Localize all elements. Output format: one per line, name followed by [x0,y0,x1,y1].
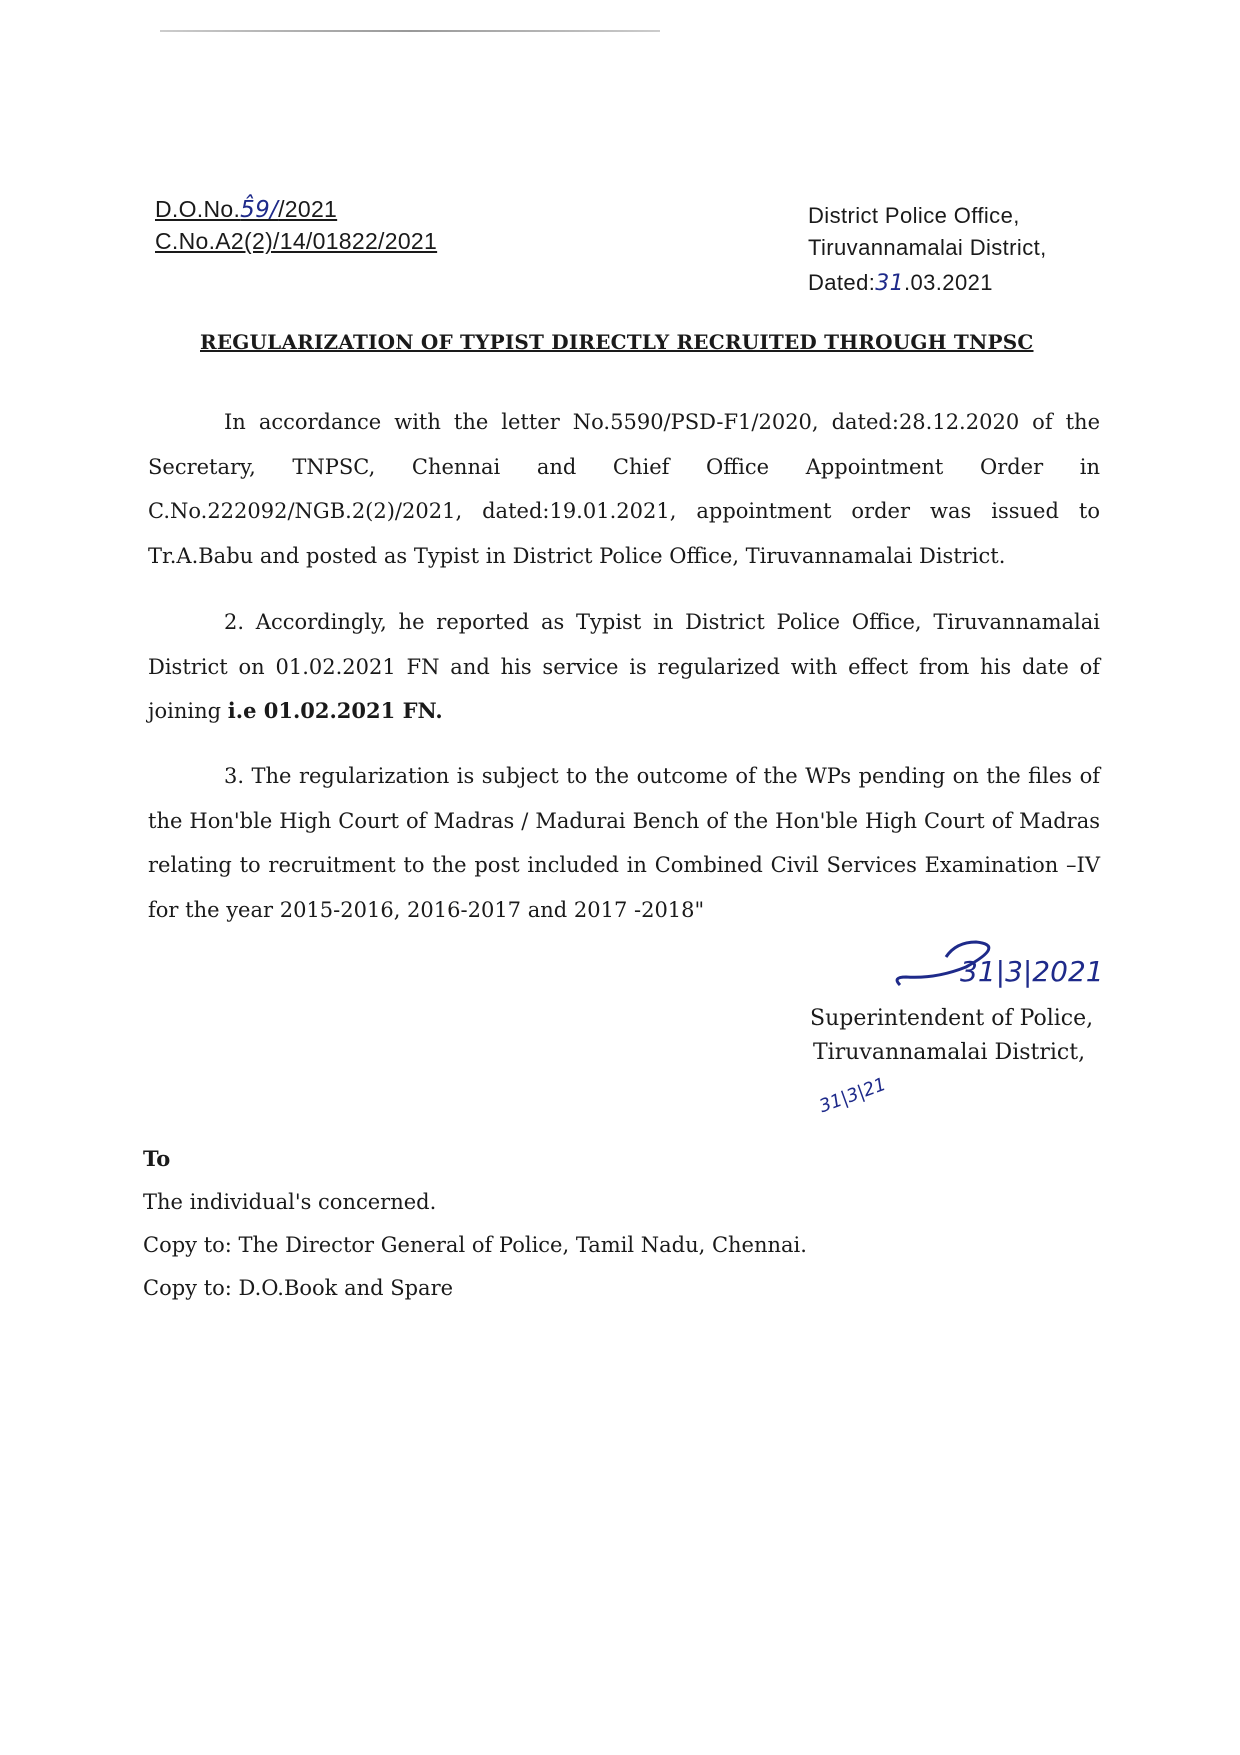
copy-to-dgp: Copy to: The Director General of Police, Tamil Nadu, Chennai. [143,1233,807,1257]
office-district: Tiruvannamalai District, [808,235,1047,260]
signatory-designation: Superintendent of Police, [810,1006,1094,1031]
to-label: To [143,1146,171,1171]
do-number [155,196,337,223]
subject-title: REGULARIZATION OF TYPIST DIRECTLY RECRUITED THROUGH TNPSC [200,330,1034,354]
scan-edge-line [160,30,660,32]
paragraph-2-text: 2. Accordingly, he reported as Typist in District Police Office, Tiruvannamalai District on 01.02.2021 FN and his service is regularized with effect from his date of joining [148,610,1100,723]
c-number: C.No.A2(2)/14/01822/2021 [155,228,438,254]
recipient: The individual's concerned. [143,1190,437,1214]
letter-date [808,270,993,296]
paragraph-2 [148,600,1100,734]
office-name: District Police Office, [808,203,1020,228]
date-handwritten: 31 [875,271,905,296]
date-suffix: .03.2021 [904,270,993,295]
paragraph-3: 3. The regularization is subject to the outcome of the WPs pending on the files of the Hon'ble High Court of Madras / Madurai Bench of the Hon'ble High Court of Madras relating to recruitment to the post included in Combined Civil Services Examination –IV for the year 2015-2016, 2016-2017 and 2017 -2018" [148,764,1100,922]
copy-to-book: Copy to: D.O.Book and Spare [143,1276,454,1300]
do-number-prefix: D.O.No. [155,196,241,222]
paragraph-2-bold: i.e 01.02.2021 FN. [227,698,443,723]
do-number-handwritten: 5̂9/ [240,197,279,223]
do-number-suffix: /2021 [278,196,338,222]
signatory-district: Tiruvannamalai District, [813,1040,1086,1065]
date-prefix: Dated: [808,270,876,295]
paragraph-1: In accordance with the letter No.5590/PSD-F1/2020, dated:28.12.2020 of the Secretary, TNPSC, Chennai and Chief Office Appointment Order in C.No.222092/NGB.2(2)/2021, dated:19.01.2021, appointment order was issued to Tr.A.Babu and posted as Typist in District Police Office, Tiruvannamalai District. [148,410,1100,568]
signature-date: 31|3|2021 [960,955,1104,988]
initials-date: 31|3|21 [816,1073,889,1118]
